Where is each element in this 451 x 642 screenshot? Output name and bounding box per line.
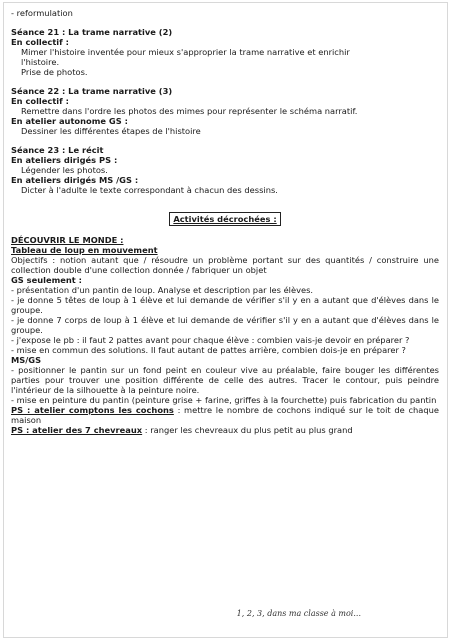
seance-21-heading-collectif: En collectif : <box>11 37 69 47</box>
blog-signature: 1, 2, 3, dans ma classe à moi... <box>236 609 361 618</box>
ps-atelier-cochons-text: : mettre le nombre de cochons indiqué sur le toit de chaque maison <box>11 405 439 425</box>
seance-22-heading-autonome: En atelier autonome GS : <box>11 116 128 126</box>
gs-item: - je donne 5 têtes de loup à 1 élève et lui demande de vérifier s'il y en a autant que d'élèves dans le groupe. <box>11 295 439 315</box>
seance-23-heading-ps: En ateliers dirigés PS : <box>11 155 118 165</box>
tableau-title: Tableau de loup en mouvement <box>11 245 158 255</box>
reformulation-line: - reformulation <box>11 8 73 18</box>
seance-22-title: Séance 22 : La trame narrative (3) <box>11 86 173 96</box>
gs-item: - mise en commun des solutions. Il faut autant de pattes arrière, combien dois-je en préparer ? <box>11 345 406 355</box>
ps-atelier-chevreaux-text: : ranger les chevreaux du plus petit au plus grand <box>142 425 353 435</box>
seance-23-title: Séance 23 : Le récit <box>11 145 104 155</box>
ps-atelier-cochons-label: PS : atelier comptons les cochons <box>11 405 174 415</box>
seance-22-heading-collectif: En collectif : <box>11 96 69 106</box>
seance-22-text-1: Remettre dans l'ordre les photos des mimes pour représenter le schéma narratif. <box>21 106 358 116</box>
seance-22-text-2: Dessiner les différentes étapes de l'histoire <box>21 126 201 136</box>
seance-23-text-1: Légender les photos. <box>21 165 108 175</box>
seance-23-heading-msgs: En ateliers dirigés MS /GS : <box>11 175 139 185</box>
seance-21-text-1a: Mimer l'histoire inventée pour mieux s'approprier la trame narrative et enrichir <box>21 47 350 57</box>
gs-item: - présentation d'un pantin de loup. Analyse et description par les élèves. <box>11 285 314 295</box>
objectifs-text: Objectifs : notion autant que / résoudre un problème portant sur des quantités / construire une collection double d'une collection donnée / fabriquer un objet <box>11 255 439 275</box>
msgs-item: - positionner le pantin sur un fond peint en couleur vive au préalable, faire bouger les différentes parties pour trouver une position différente de celle des autres. Tracer le contour, puis peindre l'intérieur de la silhouette à la peinture noire. <box>11 365 439 395</box>
gs-item: - je donne 7 corps de loup à 1 élève et lui demande de vérifier s'il y en a autant que d'élèves dans le groupe. <box>11 315 439 335</box>
seance-21-title: Séance 21 : La trame narrative (2) <box>11 27 173 37</box>
document-page <box>3 2 448 638</box>
msgs-heading: MS/GS <box>11 355 42 365</box>
gs-item: - j'expose le pb : il faut 2 pattes avant pour chaque élève : combien vais-je devoir en préparer ? <box>11 335 410 345</box>
document-body <box>11 8 439 435</box>
seance-23-text-2: Dicter à l'adulte le texte correspondant à chacun des dessins. <box>21 185 278 195</box>
ps-atelier-chevreaux-label: PS : atelier des 7 chevreaux <box>11 425 143 435</box>
seance-21-text-1b: l'histoire. <box>21 57 60 67</box>
gs-heading: GS seulement : <box>11 275 82 285</box>
ps-atelier-chevreaux <box>11 425 439 435</box>
seance-21-text-2: Prise de photos. <box>21 67 88 77</box>
activites-heading: Activités décrochées : <box>169 212 280 226</box>
activites-heading-wrap <box>11 212 439 226</box>
monde-title: DÉCOUVRIR LE MONDE : <box>11 235 124 245</box>
ps-atelier-cochons <box>11 405 439 425</box>
msgs-item: - mise en peinture du pantin (peinture grise + farine, griffes à la fourchette) puis fabrication du pantin <box>11 395 437 405</box>
